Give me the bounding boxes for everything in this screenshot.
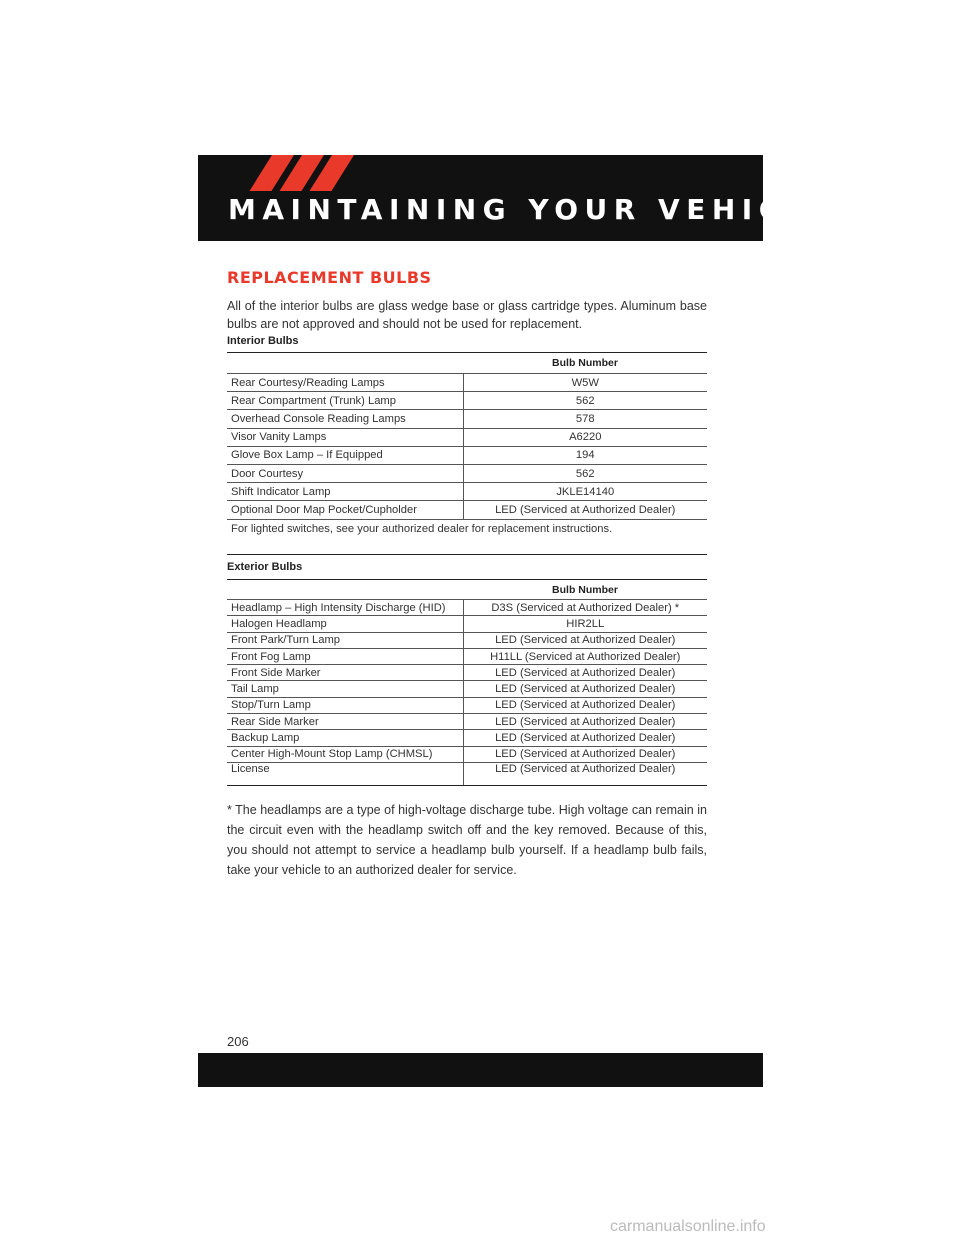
- lamp-name: Halogen Headlamp: [227, 616, 463, 632]
- lamp-name: Front Side Marker: [227, 665, 463, 681]
- bulb-number: 578: [463, 410, 707, 428]
- lamp-name: Front Fog Lamp: [227, 648, 463, 664]
- lamp-name: Tail Lamp: [227, 681, 463, 697]
- footer-band: [198, 1053, 763, 1087]
- bulb-number: LED (Serviced at Authorized Dealer): [463, 681, 707, 697]
- bulb-number: D3S (Serviced at Authorized Dealer) *: [463, 600, 707, 616]
- intro-paragraph: All of the interior bulbs are glass wedge base or glass cartridge types. Aluminum base bulbs are not approved and should not be used for replacement.: [227, 299, 707, 331]
- table-row: [227, 464, 707, 482]
- bulb-number: LED (Serviced at Authorized Dealer): [463, 714, 707, 730]
- bulb-number: LED (Serviced at Authorized Dealer): [463, 730, 707, 746]
- lamp-name: License: [227, 762, 463, 785]
- lamp-name: Headlamp – High Intensity Discharge (HID): [227, 600, 463, 616]
- lamp-name: Center High-Mount Stop Lamp (CHMSL): [227, 746, 463, 762]
- section-title: REPLACEMENT BULBS: [227, 268, 432, 287]
- header-band: [198, 155, 836, 241]
- lamp-name: Glove Box Lamp – If Equipped: [227, 446, 463, 464]
- interior-bulbs-table: [227, 352, 707, 555]
- bulb-number: LED (Serviced at Authorized Dealer): [463, 762, 707, 785]
- table-row: [227, 616, 707, 632]
- bulb-number: 562: [463, 392, 707, 410]
- table-row: [227, 501, 707, 519]
- bulb-number: LED (Serviced at Authorized Dealer): [463, 697, 707, 713]
- bulb-number: LED (Serviced at Authorized Dealer): [463, 632, 707, 648]
- bulb-number: JKLE14140: [463, 483, 707, 501]
- lamp-name: Rear Side Marker: [227, 714, 463, 730]
- exterior-bulbs-table: [227, 579, 707, 786]
- table-row: [227, 746, 707, 762]
- exterior-bulbs-label: Exterior Bulbs: [227, 561, 303, 573]
- bulb-number: LED (Serviced at Authorized Dealer): [463, 665, 707, 681]
- bulb-number: HIR2LL: [463, 616, 707, 632]
- bulb-number: 562: [463, 464, 707, 482]
- header-stripes-logo: [250, 155, 350, 191]
- bulb-number: A6220: [463, 428, 707, 446]
- bulb-number: LED (Serviced at Authorized Dealer): [463, 746, 707, 762]
- table-row: [227, 697, 707, 713]
- table-row: [227, 665, 707, 681]
- bulb-number: 194: [463, 446, 707, 464]
- table-header-blank: [227, 580, 463, 600]
- lamp-name: Stop/Turn Lamp: [227, 697, 463, 713]
- table-row: [227, 681, 707, 697]
- table-row: [227, 632, 707, 648]
- bulb-number: LED (Serviced at Authorized Dealer): [463, 501, 707, 519]
- lamp-name: Optional Door Map Pocket/Cupholder: [227, 501, 463, 519]
- page-number: 206: [227, 1034, 249, 1049]
- lamp-name: Visor Vanity Lamps: [227, 428, 463, 446]
- lamp-name: Front Park/Turn Lamp: [227, 632, 463, 648]
- bulb-number: H11LL (Serviced at Authorized Dealer): [463, 648, 707, 664]
- table-row: [227, 446, 707, 464]
- lamp-name: Rear Courtesy/Reading Lamps: [227, 374, 463, 392]
- table-row: [227, 374, 707, 392]
- table-row: [227, 648, 707, 664]
- table-header-row: [227, 353, 707, 374]
- table-row: [227, 600, 707, 616]
- lamp-name: Shift Indicator Lamp: [227, 483, 463, 501]
- table-header-row: [227, 580, 707, 600]
- table-row: [227, 428, 707, 446]
- interior-bulbs-label: Interior Bulbs: [227, 335, 299, 347]
- lamp-name: Overhead Console Reading Lamps: [227, 410, 463, 428]
- column-header-bulb-number: Bulb Number: [463, 353, 707, 374]
- lamp-name: Rear Compartment (Trunk) Lamp: [227, 392, 463, 410]
- headlamp-footnote: * The headlamps are a type of high-voltage discharge tube. High voltage can remain in the circuit even with the headlamp switch off and the key removed. Because of this, you should not attempt to service a headlamp bulb yourself. If a headlamp bulb fails, take your vehicle to an authorized dealer for service.: [227, 803, 707, 877]
- table-row: [227, 392, 707, 410]
- table-row: [227, 762, 707, 785]
- table-row: [227, 483, 707, 501]
- table-row: [227, 410, 707, 428]
- table-row: [227, 730, 707, 746]
- interior-table-note: For lighted switches, see your authorized dealer for replacement instructions.: [227, 519, 707, 554]
- lamp-name: Door Courtesy: [227, 464, 463, 482]
- watermark: carmanualsonline.info: [610, 1218, 766, 1235]
- header-title: MAINTAINING YOUR VEHICLE: [228, 193, 836, 226]
- lamp-name: Backup Lamp: [227, 730, 463, 746]
- bulb-number: W5W: [463, 374, 707, 392]
- column-header-bulb-number: Bulb Number: [463, 580, 707, 600]
- table-row: [227, 714, 707, 730]
- table-note-row: [227, 519, 707, 554]
- table-header-blank: [227, 353, 463, 374]
